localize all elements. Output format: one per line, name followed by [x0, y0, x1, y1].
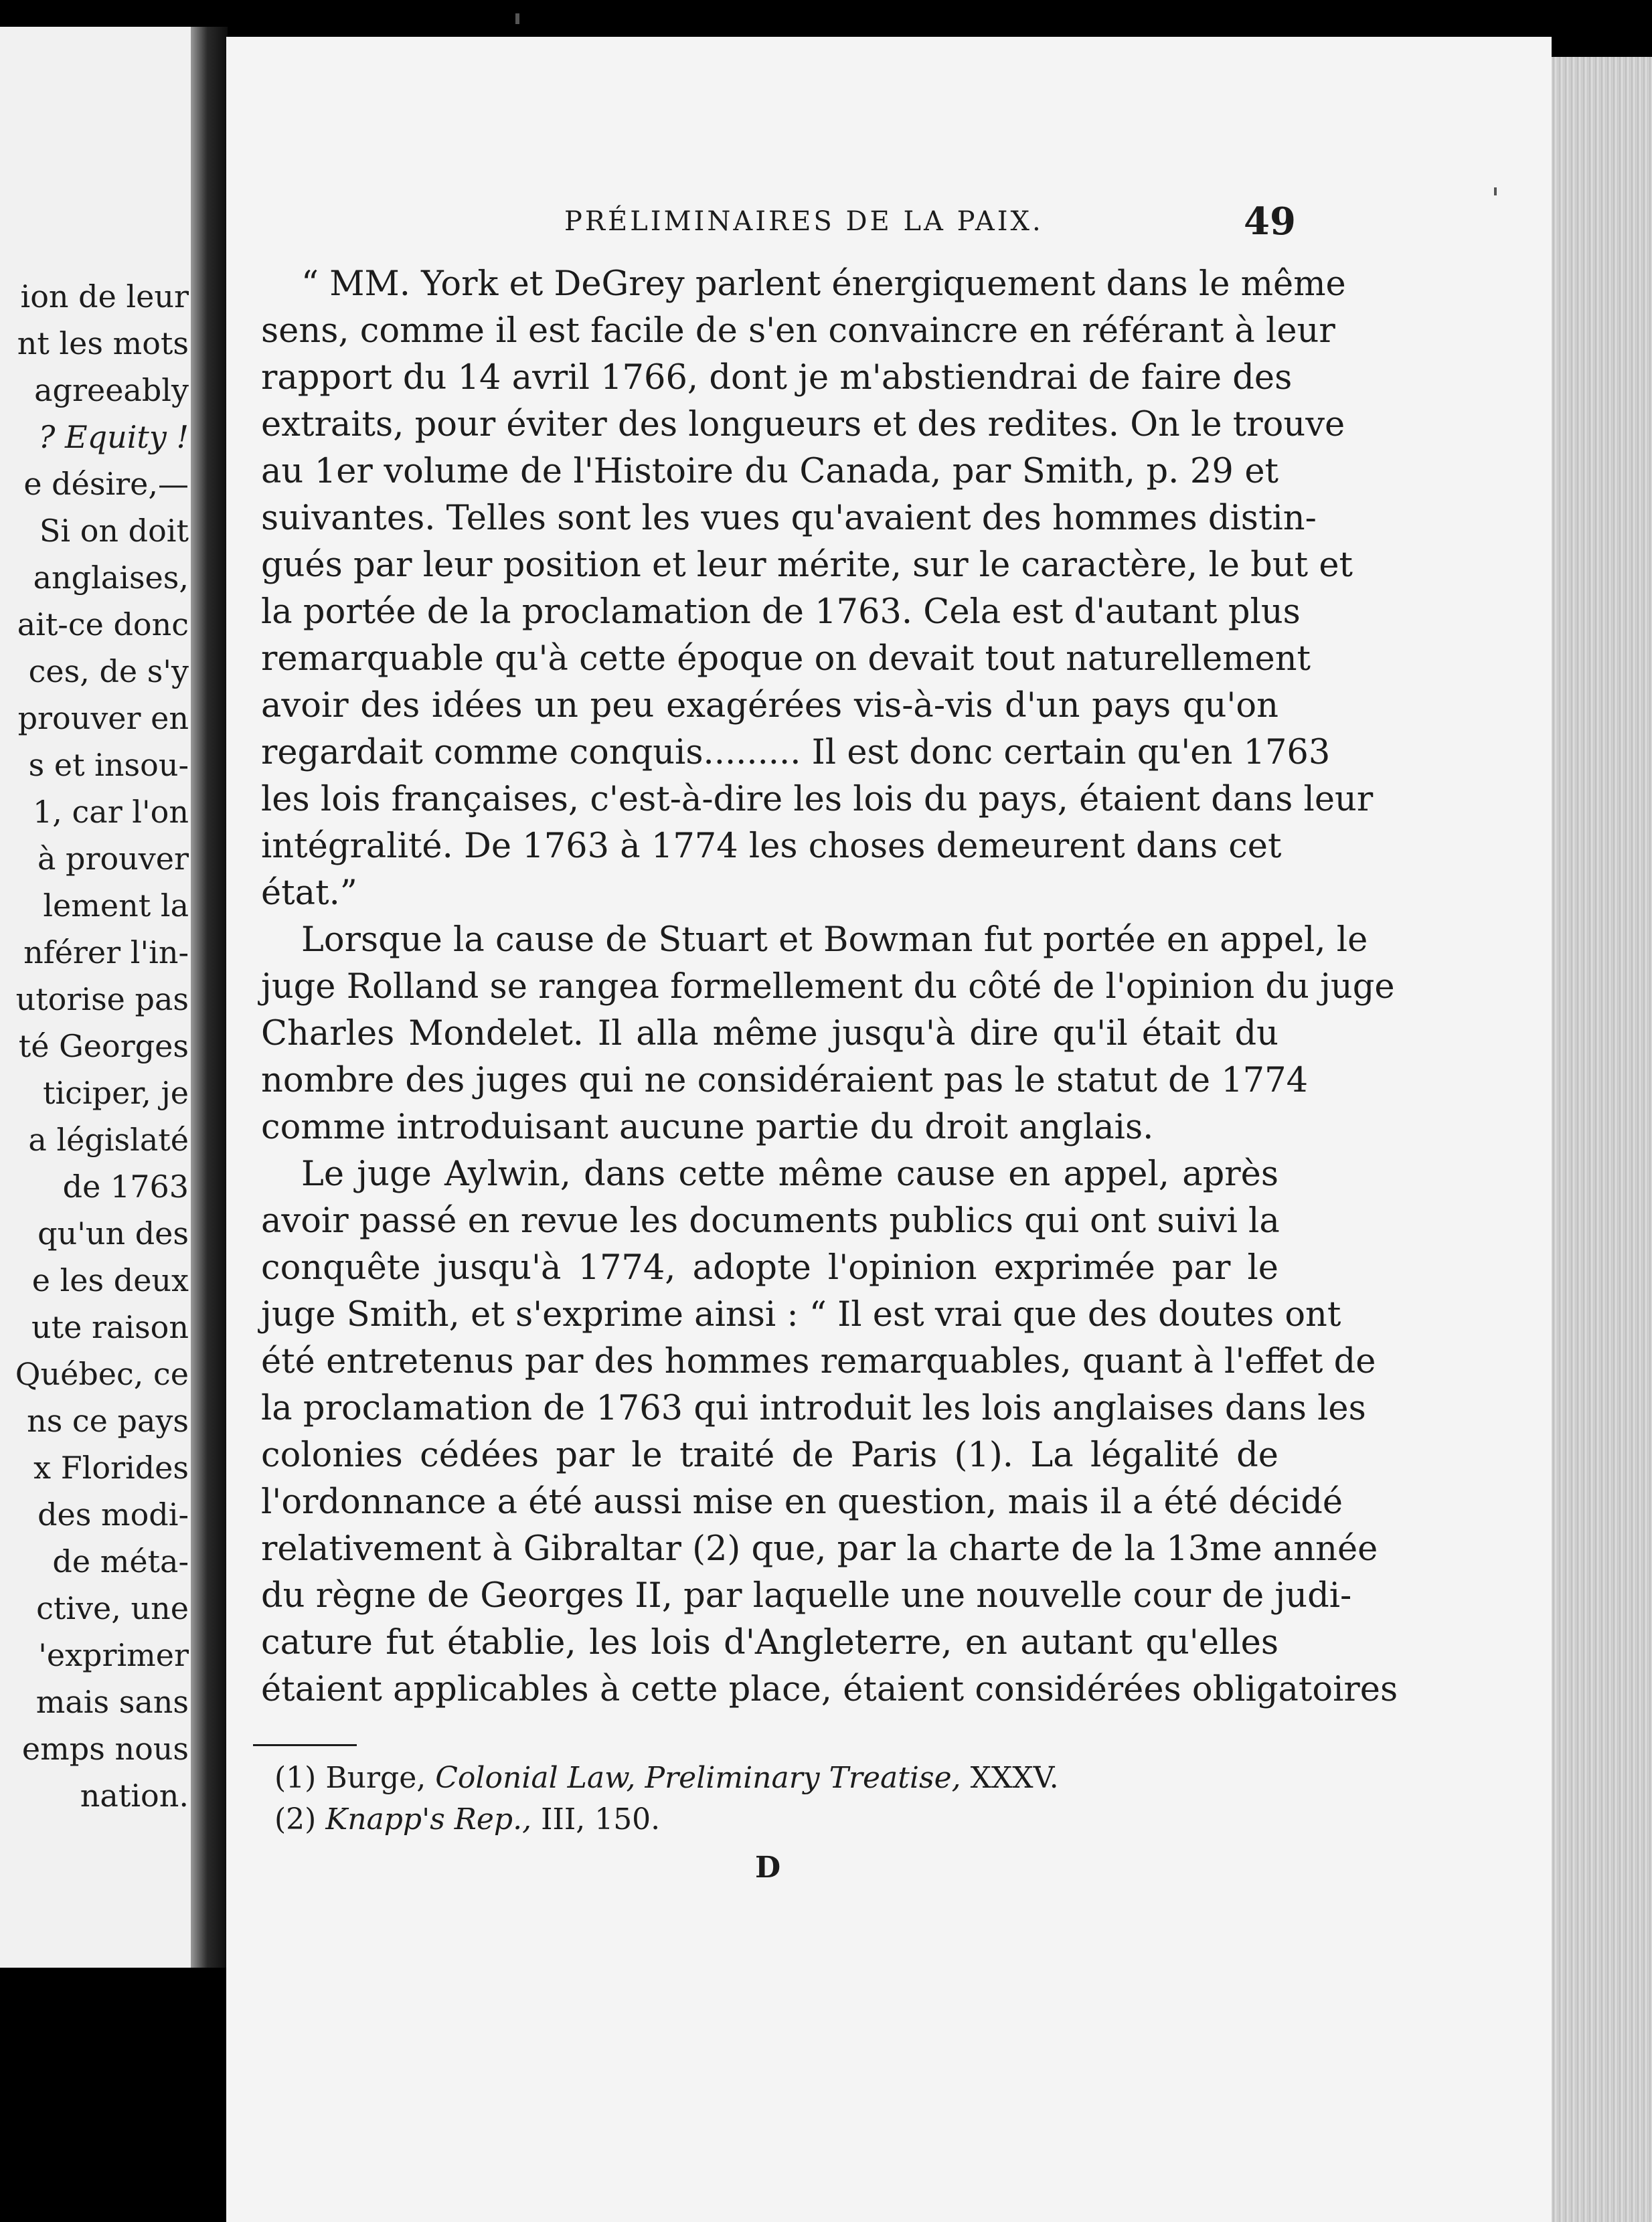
body-text	[261, 261, 1398, 1713]
left-page-line: ces, de s'y	[28, 653, 189, 689]
text-line: la proclamation de 1763 qui introduit les lois anglaises dans les	[261, 1389, 1366, 1428]
text-line: cature fut établie, les lois d'Angleterre, en autant qu'elles	[261, 1623, 1278, 1662]
left-page-line: mais sans	[35, 1684, 189, 1720]
text-line: au 1er volume de l'Histoire du Canada, par Smith, p. 29 et	[261, 452, 1278, 491]
footnote-title: Knapp's Rep.,	[325, 1802, 532, 1836]
left-page-line: anglaises,	[33, 560, 189, 596]
text-line: remarquable qu'à cette époque on devait tout naturellement	[261, 639, 1311, 679]
text-line: extraits, pour éviter des longueurs et des redites. On le trouve	[261, 405, 1345, 444]
text-line: juge Smith, et s'exprime ainsi : “ Il est vrai que des doutes ont	[261, 1295, 1341, 1335]
text-line: l'ordonnance a été aussi mise en question, mais il a été décidé	[261, 1482, 1343, 1522]
left-page-line: lement la	[43, 887, 189, 924]
footnote-marker: (2)	[274, 1802, 317, 1836]
text-line: suivantes. Telles sont les vues qu'avaient des hommes distin-	[261, 499, 1317, 538]
text-line: comme introduisant aucune partie du droit anglais.	[261, 1108, 1154, 1147]
text-line: gués par leur position et leur mérite, sur le caractère, le but et	[261, 545, 1353, 585]
left-page-line: ns ce pays	[27, 1403, 189, 1439]
footnote-2	[274, 1799, 1278, 1841]
text-line: “ MM. York et DeGrey parlent énergiquement dans le même	[301, 264, 1346, 304]
left-page-line: qu'un des	[37, 1215, 189, 1252]
text-line: colonies cédées par le traité de Paris (1). La légalité de	[261, 1436, 1278, 1475]
text-line: regardait comme conquis......... Il est donc certain qu'en 1763	[261, 733, 1331, 772]
left-page-line: e désire,—	[23, 466, 189, 502]
page-number: 49	[1244, 199, 1296, 244]
left-page-line: x Florides	[33, 1450, 189, 1486]
left-page-line: Si on doit	[39, 513, 189, 549]
left-page-fragment	[0, 27, 201, 1968]
left-page-line: utorise pas	[15, 981, 189, 1017]
text-line: Le juge Aylwin, dans cette même cause en appel, après	[301, 1155, 1278, 1194]
left-page-line: nt les mots	[17, 325, 189, 361]
text-line: état.”	[261, 873, 357, 913]
footnote-title: Colonial Law, Preliminary Treatise,	[435, 1761, 961, 1795]
text-line: Lorsque la cause de Stuart et Bowman fut portée en appel, le	[301, 920, 1368, 960]
left-page-line: ait-ce donc	[17, 606, 189, 643]
footnote-reference: XXXV.	[970, 1761, 1059, 1795]
scan-speck	[1494, 187, 1497, 195]
left-page-line: nation.	[80, 1778, 189, 1814]
footnotes	[274, 1758, 1278, 1841]
text-line: conquête jusqu'à 1774, adopte l'opinion exprimée par le	[261, 1248, 1278, 1288]
signature-mark: D	[755, 1851, 781, 1885]
text-line: les lois françaises, c'est-à-dire les lois du pays, étaient dans leur	[261, 780, 1374, 819]
left-page-line: agreeably	[34, 372, 189, 408]
text-line: Charles Mondelet. Il alla même jusqu'à dire qu'il était du	[261, 1014, 1278, 1053]
text-line: avoir des idées un peu exagérées vis-à-vis d'un pays qu'on	[261, 686, 1278, 725]
left-page-line: de méta-	[52, 1543, 189, 1579]
left-page-line: de 1763	[62, 1169, 189, 1205]
text-line: étaient applicables à cette place, étaient considérées obligatoires	[261, 1670, 1398, 1709]
left-page-line: 'exprimer	[38, 1637, 189, 1673]
left-page-line: a législaté	[28, 1122, 189, 1158]
text-line: intégralité. De 1763 à 1774 les choses demeurent dans cet	[261, 827, 1282, 866]
left-page-line: ctive, une	[36, 1590, 189, 1626]
left-page-line: ticiper, je	[42, 1075, 189, 1111]
text-line: nombre des juges qui ne considéraient pas le statut de 1774	[261, 1061, 1309, 1100]
left-page-line: prouver en	[17, 700, 189, 736]
text-line: juge Rolland se rangea formellement du côté de l'opinion du juge	[261, 967, 1395, 1007]
text-line: été entretenus par des hommes remarquables, quant à l'effet de	[261, 1342, 1376, 1381]
left-page-line: à prouver	[37, 841, 189, 877]
text-line: du règne de Georges II, par laquelle une nouvelle cour de judi-	[261, 1576, 1352, 1616]
left-page-line: ? Equity !	[38, 419, 189, 455]
footnote-reference: III, 150.	[541, 1802, 661, 1836]
book-gutter	[191, 27, 228, 1968]
left-page-line: ion de leur	[20, 278, 189, 315]
left-page-line: des modi-	[37, 1497, 189, 1533]
left-page-line: e les deux	[31, 1262, 189, 1298]
text-line: relativement à Gibraltar (2) que, par la charte de la 13me année	[261, 1529, 1378, 1569]
left-page-line: té Georges	[18, 1028, 189, 1064]
footnote-marker: (1)	[274, 1761, 317, 1795]
text-line: avoir passé en revue les documents publics qui ont suivi la	[261, 1201, 1280, 1241]
page-edges	[1552, 57, 1652, 2222]
left-page-line: s et insou-	[28, 747, 189, 783]
running-head: PRÉLIMINAIRES DE LA PAIX.	[564, 206, 1044, 237]
left-page-line: nférer l'in-	[23, 934, 189, 970]
left-page-line: ute raison	[31, 1309, 189, 1345]
text-line: la portée de la proclamation de 1763. Cela est d'autant plus	[261, 592, 1301, 632]
left-page-line: 1, car l'on	[33, 794, 189, 830]
left-page-line: Québec, ce	[15, 1356, 189, 1392]
footnote-1	[274, 1758, 1278, 1799]
footnote-rule	[253, 1744, 357, 1746]
scan-speck	[515, 13, 519, 24]
text-line: sens, comme il est facile de s'en convaincre en référant à leur	[261, 311, 1335, 351]
text-line: rapport du 14 avril 1766, dont je m'abstiendrai de faire des	[261, 358, 1293, 398]
left-page-line: emps nous	[21, 1731, 189, 1767]
footnote-author: Burge,	[325, 1761, 426, 1795]
